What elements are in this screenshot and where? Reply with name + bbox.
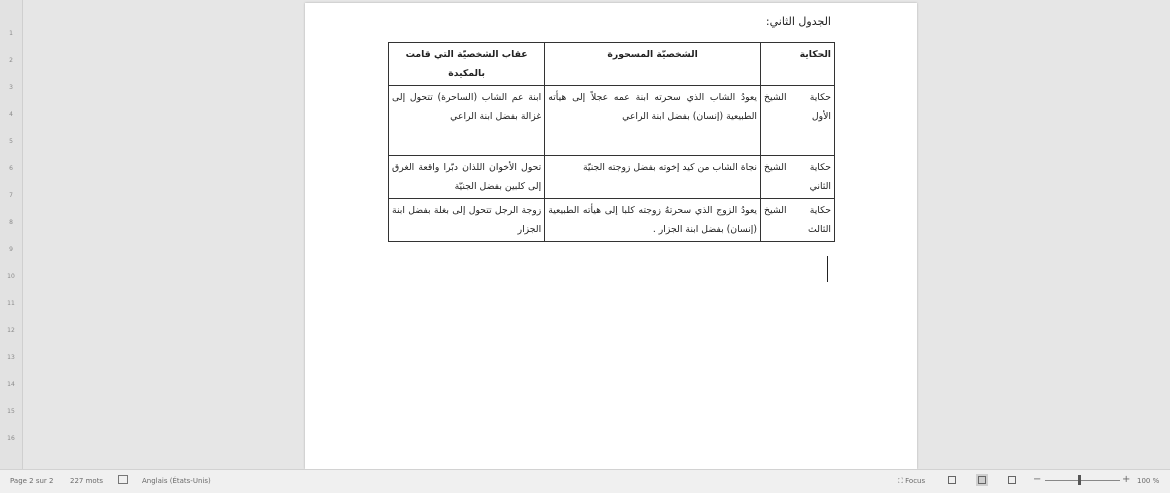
ruler-tick: 7 [9, 192, 13, 199]
zoom-slider-thumb[interactable] [1078, 475, 1081, 485]
ruler-tick: 2 [9, 57, 13, 64]
print-layout-button[interactable] [976, 474, 988, 486]
story-table[interactable] [388, 42, 835, 242]
header-punishment: عقاب الشخصيّة التي قامت بالمكيدة [389, 43, 545, 86]
ruler-tick: 9 [9, 246, 13, 253]
status-bar [0, 469, 1170, 493]
ruler-tick: 6 [9, 165, 13, 172]
vertical-ruler [0, 0, 23, 469]
document-page[interactable] [305, 3, 917, 469]
ruler-tick: 12 [7, 327, 15, 334]
table-row [389, 156, 835, 199]
ruler-tick: 1 [9, 30, 13, 37]
table-cell[interactable]: يعودُ الزوج الذي سحرتهُ زوجته كلبا إلى هيأته الطبيعية (إنسان) بفضل ابنة الجزار . [545, 199, 761, 242]
page-count[interactable]: Page 2 sur 2 [10, 477, 54, 485]
ruler-tick: 10 [7, 273, 15, 280]
table-cell[interactable]: زوجة الرجل تتحول إلى بغلة بفضل ابنة الجزار [389, 199, 545, 242]
ruler-tick: 16 [7, 435, 15, 442]
ruler-tick: 4 [9, 111, 13, 118]
table-cell[interactable]: تحول الأخوان اللذان دبّرا واقعة الغرق إلى كلبين بفضل الجنيّة [389, 156, 545, 199]
table-cell[interactable]: حكاية الشيخ الأول [761, 86, 835, 156]
web-layout-icon [1008, 476, 1016, 484]
read-mode-button[interactable] [946, 474, 958, 486]
zoom-slider-track[interactable] [1045, 480, 1120, 481]
header-story: الحكاية [761, 43, 835, 86]
table-header-row [389, 43, 835, 86]
table-row [389, 199, 835, 242]
focus-label: Focus [905, 477, 926, 485]
ruler-tick: 15 [7, 408, 15, 415]
ruler-tick: 11 [7, 300, 15, 307]
table-cell[interactable]: حكاية الشيخ الثالث [761, 199, 835, 242]
word-count[interactable]: 227 mots [70, 477, 104, 485]
table-cell[interactable]: نجاة الشاب من كيد إخوته بفضل زوجته الجنيّة [545, 156, 761, 199]
ruler-tick: 3 [9, 84, 13, 91]
focus-icon: ⛶ [898, 477, 903, 485]
table-cell[interactable]: يعودُ الشاب الذي سحرته ابنة عمه عجلاً إلى هيأته الطبيعية (إنسان) بفضل ابنة الراعي [545, 86, 761, 156]
table-caption: الجدول الثاني: [765, 15, 831, 28]
table-cell[interactable]: حكاية الشيخ الثاني [761, 156, 835, 199]
print-layout-icon [978, 476, 986, 484]
document-workspace [23, 0, 1170, 469]
web-layout-button[interactable] [1006, 474, 1018, 486]
ruler-tick: 14 [7, 381, 15, 388]
table-row [389, 86, 835, 156]
ruler-tick: 5 [9, 138, 13, 145]
ruler-tick: 13 [7, 354, 15, 361]
read-mode-icon [948, 476, 956, 484]
ruler-tick: 8 [9, 219, 13, 226]
zoom-level[interactable]: 100 % [1137, 477, 1160, 485]
text-cursor [827, 256, 828, 282]
zoom-out-button[interactable]: − [1033, 474, 1042, 485]
table-cell[interactable]: ابنة عم الشاب (الساحرة) تتحول إلى غزالة بفضل ابنة الراعي [389, 86, 545, 156]
language-indicator[interactable]: Anglais (États-Unis) [142, 477, 211, 485]
proofing-icon[interactable] [118, 475, 128, 484]
zoom-in-button[interactable]: + [1122, 474, 1131, 485]
header-enchanted-character: الشخصيّة المسحورة [545, 43, 761, 86]
focus-button[interactable] [898, 477, 925, 486]
